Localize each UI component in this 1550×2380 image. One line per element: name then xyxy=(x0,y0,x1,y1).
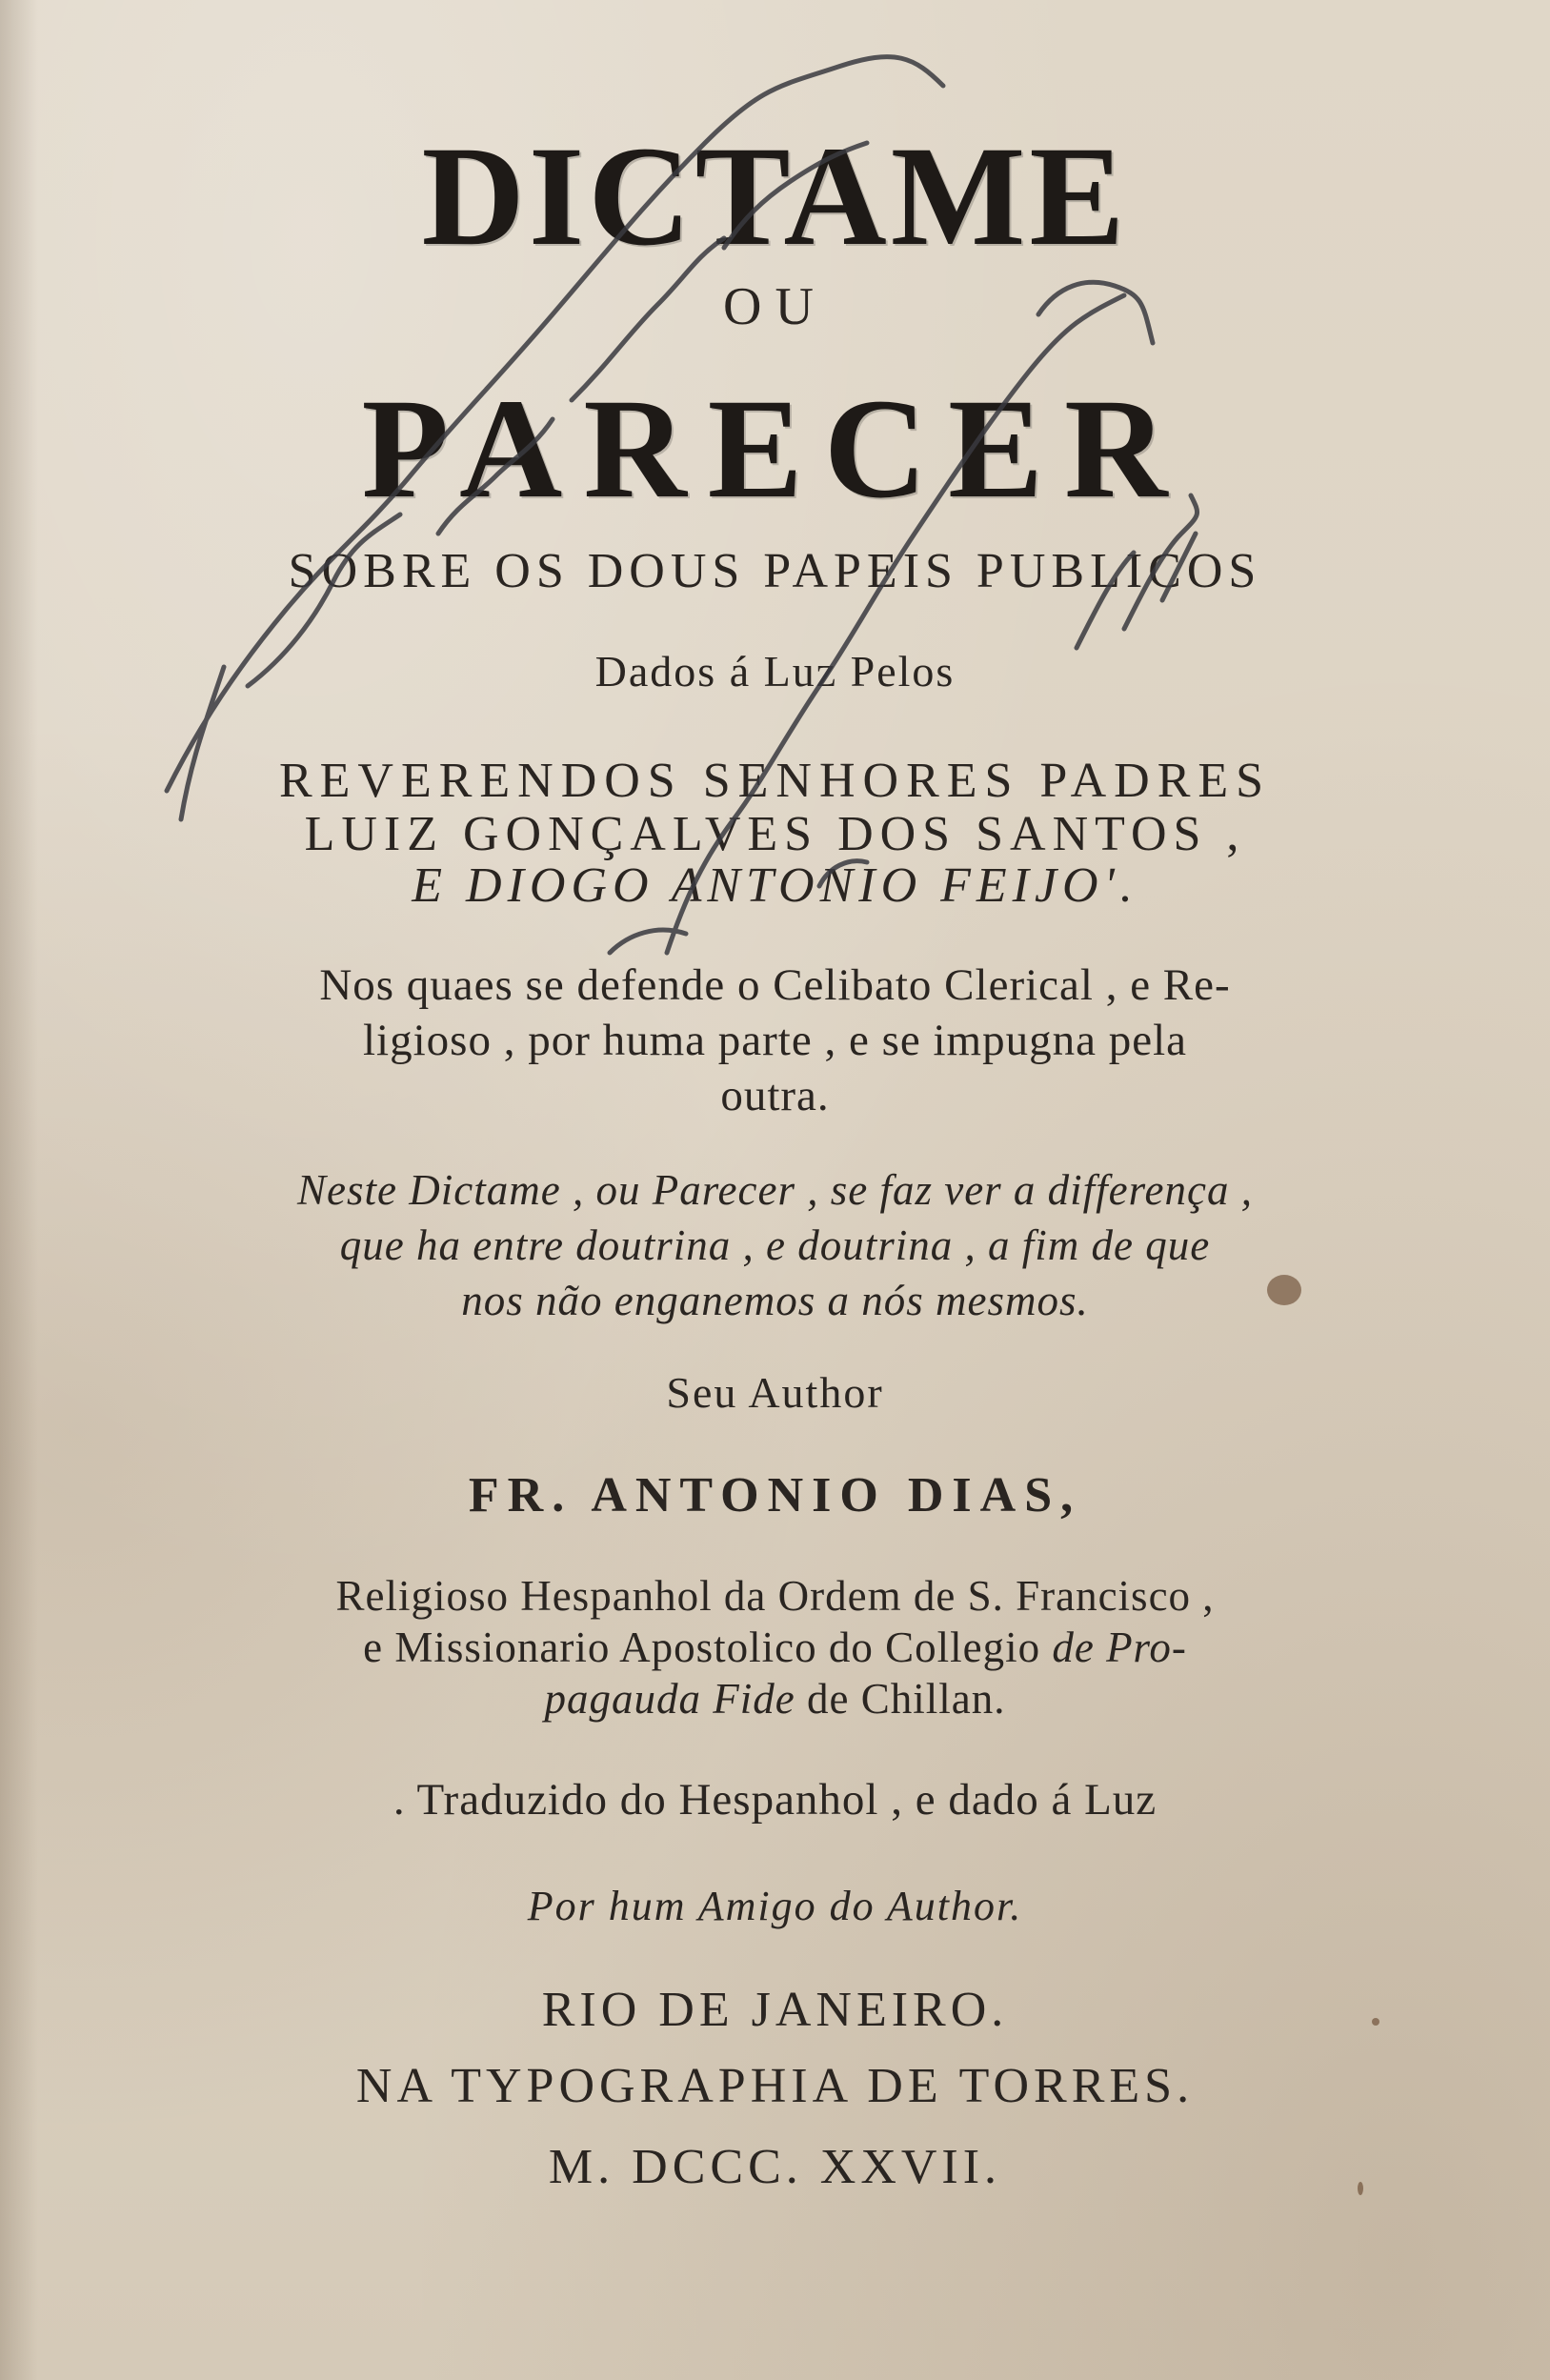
subject-line: SOBRE OS DOUS PAPEIS PUBLICOS xyxy=(288,544,1262,598)
imprint-city: RIO DE JANEIRO. xyxy=(541,1983,1009,2037)
author-name: FR. ANTONIO DIAS, xyxy=(468,1468,1082,1523)
purpose-line: nos não enganemos a nós mesmos. xyxy=(461,1277,1089,1324)
author-desc-italic: de Pro- xyxy=(1052,1624,1187,1671)
author-desc-text: e Missionario Apostolico do Collegio xyxy=(363,1624,1041,1671)
translator-line: Por hum Amigo do Author. xyxy=(527,1883,1023,1929)
description-line: Nos quaes se defende o Celibato Clerical , e Re- xyxy=(319,960,1231,1010)
purpose-paragraph xyxy=(0,1162,1550,1328)
imprint-year: M. DCCC. XXVII. xyxy=(548,2140,1002,2194)
author-desc-line xyxy=(0,1673,1550,1724)
reverends-line: REVERENDOS SENHORES PADRES xyxy=(278,754,1272,808)
imprint-press: NA TYPOGRAPHIA DE TORRES. xyxy=(355,2059,1195,2113)
ink-stain xyxy=(1267,1275,1301,1305)
description-paragraph xyxy=(0,958,1550,1123)
author-luiz: LUIZ GONÇALVES DOS SANTOS , xyxy=(304,807,1246,861)
author-desc-italic: pagauda Fide xyxy=(544,1675,795,1723)
description-line: outra. xyxy=(720,1071,830,1120)
published-by-line: Dados á Luz Pelos xyxy=(594,647,956,696)
author-label: Seu Author xyxy=(666,1368,884,1417)
author-diogo: E DIOGO ANTONIO FEIJO'. xyxy=(412,858,1138,913)
paper-speck xyxy=(1372,2018,1379,2026)
author-desc-line xyxy=(0,1622,1550,1673)
book-title: DICTAME xyxy=(421,117,1129,275)
purpose-line: Neste Dictame , ou Parecer , se faz ver a differença , xyxy=(297,1166,1253,1214)
book-subtitle: PARECER xyxy=(361,370,1189,528)
translated-line: . Traduzido do Hespanhol , e dado á Luz xyxy=(393,1775,1157,1825)
description-line: ligioso , por huma parte , e se impugna pela xyxy=(363,1016,1187,1065)
author-description xyxy=(0,1570,1550,1724)
author-desc-text: de Chillan. xyxy=(807,1675,1006,1723)
paper-speck xyxy=(1358,2182,1363,2195)
author-desc-line: Religioso Hespanhol da Ordem de S. Francisco , xyxy=(335,1572,1215,1620)
purpose-line: que ha entre doutrina , e doutrina , a fim de que xyxy=(339,1221,1211,1269)
title-conjunction: OU xyxy=(723,277,827,336)
